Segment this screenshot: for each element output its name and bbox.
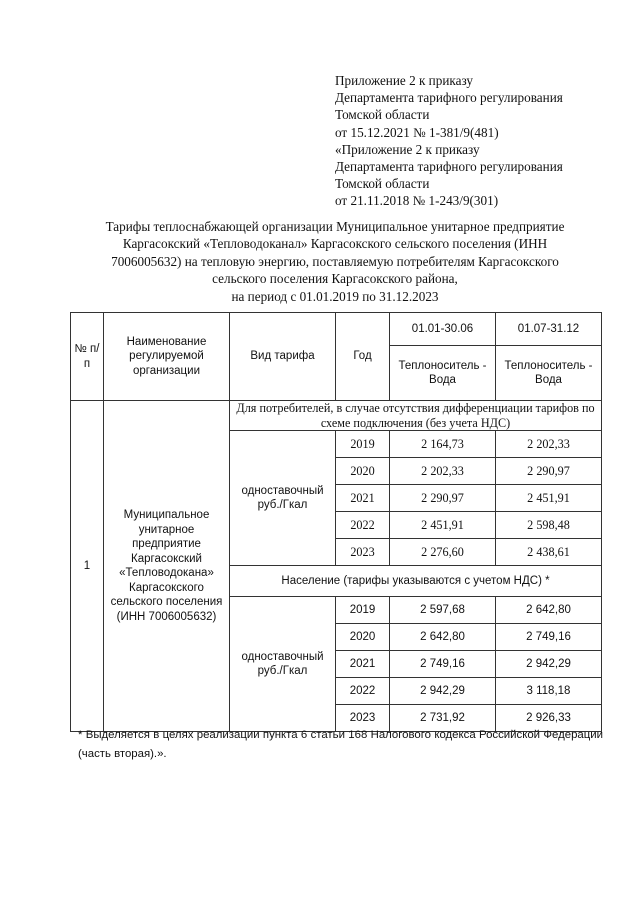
title-line: Каргасокский «Тепловодоканал» Каргасокского сельского поселения (ИНН bbox=[122, 236, 548, 252]
tariff-cell: 2 451,91 bbox=[390, 512, 496, 539]
section-1-tariff-type: одноставочный руб./Гкал bbox=[230, 431, 336, 566]
header-org: Наименование регулируемой организации bbox=[104, 313, 230, 401]
year-cell: 2020 bbox=[336, 458, 390, 485]
year-cell: 2019 bbox=[336, 431, 390, 458]
tariff-cell: 2 942,29 bbox=[390, 678, 496, 705]
appendix-line: от 21.11.2018 № 1-243/9(301) bbox=[335, 193, 499, 209]
appendix-line: Томской области bbox=[335, 176, 430, 192]
row-number: 1 bbox=[71, 401, 104, 732]
appendix-line: «Приложение 2 к приказу bbox=[335, 141, 480, 157]
section-row bbox=[71, 401, 602, 431]
tariff-cell: 2 731,92 bbox=[390, 705, 496, 732]
year-cell: 2019 bbox=[336, 597, 390, 624]
title-line: Тарифы теплоснабжающей организации Муниципальное унитарное предприятие bbox=[105, 219, 565, 234]
section-2-title: Население (тарифы указываются с учетом НДС) * bbox=[230, 566, 602, 597]
section-1-title: Для потребителей, в случае отсутствия дифференциации тарифов по схеме подключения (без учета НДС) bbox=[230, 401, 602, 431]
tariff-cell: 2 276,60 bbox=[390, 539, 496, 566]
tariff-cell: 2 451,91 bbox=[496, 485, 602, 512]
tariff-cell: 2 202,33 bbox=[390, 458, 496, 485]
header-period-2: 01.07-31.12 bbox=[496, 313, 602, 346]
title-line: 7006005632) на тепловую энергию, поставляемую потребителям Каргасокского bbox=[111, 253, 559, 269]
tariff-cell: 2 164,73 bbox=[390, 431, 496, 458]
tariff-table bbox=[70, 312, 602, 732]
tariff-cell: 2 926,33 bbox=[496, 705, 602, 732]
header-tariff-type: Вид тарифа bbox=[230, 313, 336, 401]
tariff-cell: 2 598,48 bbox=[496, 512, 602, 539]
year-cell: 2021 bbox=[336, 651, 390, 678]
title-line: на период с 01.01.2019 по 31.12.2023 bbox=[231, 288, 439, 304]
header-row bbox=[71, 313, 602, 346]
tariff-cell: 2 642,80 bbox=[496, 597, 602, 624]
appendix-line: Приложение 2 к приказу bbox=[335, 73, 473, 88]
appendix-line: от 15.12.2021 № 1-381/9(481) bbox=[335, 124, 499, 140]
year-cell: 2022 bbox=[336, 678, 390, 705]
tariff-cell: 2 749,16 bbox=[390, 651, 496, 678]
header-year: Год bbox=[336, 313, 390, 401]
tariff-cell: 2 642,80 bbox=[390, 624, 496, 651]
tariff-cell: 2 597,68 bbox=[390, 597, 496, 624]
year-cell: 2023 bbox=[336, 705, 390, 732]
year-cell: 2023 bbox=[336, 539, 390, 566]
tariff-cell: 2 290,97 bbox=[390, 485, 496, 512]
header-carrier-2: Теплоноситель - Вода bbox=[496, 346, 602, 401]
tariff-cell: 2 749,16 bbox=[496, 624, 602, 651]
document-title bbox=[70, 218, 600, 305]
title-line: сельского поселения Каргасокского района, bbox=[212, 271, 458, 287]
appendix-line: Департамента тарифного регулирования bbox=[335, 90, 563, 106]
header-carrier-1: Теплоноситель - Вода bbox=[390, 346, 496, 401]
footnote: * Выделяется в целях реализации пункта 6 статьи 168 Налогового кодекса Российской Федерации (часть вторая).». bbox=[78, 729, 603, 760]
organization-name: Муниципальное унитарное предприятие Каргасокский «Тепловодокана» Каргасокского сельского поселения (ИНН 7006005632) bbox=[104, 401, 230, 732]
appendix-line: Томской области bbox=[335, 107, 430, 123]
tariff-cell: 2 438,61 bbox=[496, 539, 602, 566]
tariff-cell: 2 202,33 bbox=[496, 431, 602, 458]
appendix-block bbox=[335, 72, 625, 210]
header-period-1: 01.01-30.06 bbox=[390, 313, 496, 346]
year-cell: 2020 bbox=[336, 624, 390, 651]
tariff-cell: 3 118,18 bbox=[496, 678, 602, 705]
appendix-line: Департамента тарифного регулирования bbox=[335, 159, 563, 175]
tariff-cell: 2 290,97 bbox=[496, 458, 602, 485]
year-cell: 2021 bbox=[336, 485, 390, 512]
year-cell: 2022 bbox=[336, 512, 390, 539]
header-num: № п/п bbox=[71, 313, 104, 401]
section-2-tariff-type: одноставочный руб./Гкал bbox=[230, 597, 336, 732]
tariff-cell: 2 942,29 bbox=[496, 651, 602, 678]
